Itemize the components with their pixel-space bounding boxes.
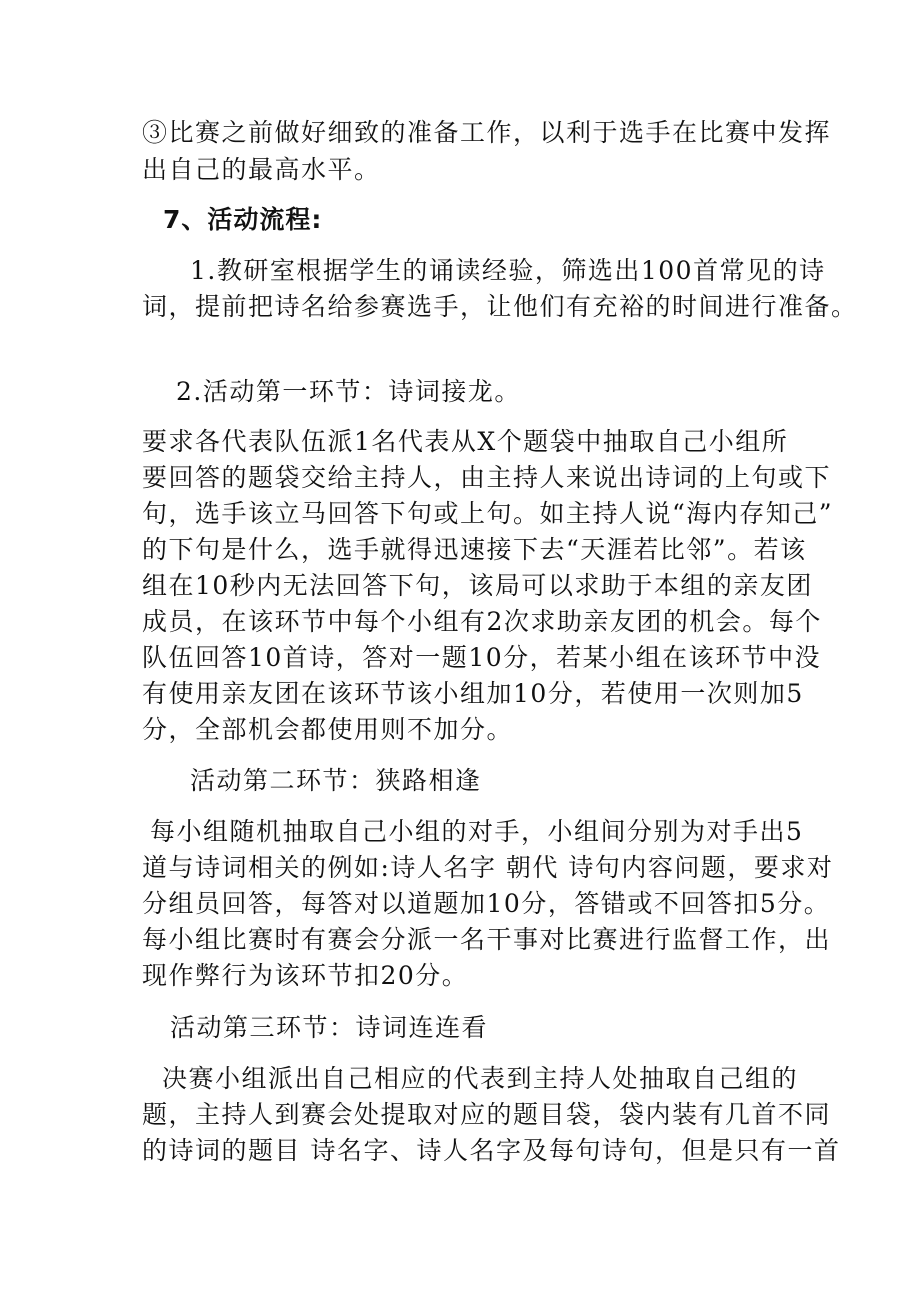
round1-paragraph-line-8: 有使用亲友团在该环节该小组加10分，若使用一次则加5	[142, 679, 804, 708]
round1-paragraph-line-2: 要回答的题袋交给主持人，由主持人来说出诗词的上句或下	[142, 463, 832, 492]
round2-paragraph-line-5: 现作弊行为该环节扣20分。	[142, 961, 469, 990]
round1-paragraph-line-7: 队伍回答10首诗，答对一题10分，若某小组在该环节中没	[142, 643, 822, 672]
round3-paragraph-line-2: 题，主持人到赛会处提取对应的题目袋，袋内装有几首不同	[142, 1100, 832, 1129]
round3-paragraph-line-1: 决赛小组派出自己相应的代表到主持人处抽取自己组的	[162, 1064, 799, 1093]
round1-paragraph-line-1: 要求各代表队伍派1名代表从X个题袋中抽取自己小组所	[142, 427, 789, 456]
round1-paragraph-line-9: 分，全部机会都使用则不加分。	[142, 715, 514, 744]
round1-title: 2.活动第一环节：诗词接龙。	[176, 377, 521, 406]
round2-paragraph-line-3: 分组员回答，每答对以道题加10分，答错或不回答扣5分。	[142, 889, 831, 918]
round2-paragraph-line-2: 道与诗词相关的例如:诗人名字 朝代 诗句内容问题，要求对	[142, 853, 834, 882]
round3-paragraph-line-3: 的诗词的题目 诗名字、诗人名字及每句诗句，但是只有一首	[142, 1136, 841, 1165]
paragraph-prep-line-2: 出自己的最高水平。	[142, 155, 381, 184]
round2-title: 活动第二环节：狭路相逢	[190, 766, 482, 795]
round1-paragraph-line-5: 组在10秒内无法回答下句，该局可以求助于本组的亲友团	[142, 571, 813, 600]
round1-paragraph-line-6: 成员，在该环节中每个小组有2次求助亲友团的机会。每个	[142, 607, 822, 636]
round3-title: 活动第三环节：诗词连连看	[170, 1013, 489, 1042]
round1-paragraph-line-4: 的下句是什么，选手就得迅速接下去“天涯若比邻”。若该	[142, 535, 807, 564]
paragraph-prep-line-1: ③比赛之前做好细致的准备工作，以利于选手在比赛中发挥	[142, 118, 832, 147]
round2-paragraph-line-4: 每小组比赛时有赛会分派一名干事对比赛进行监督工作，出	[142, 925, 832, 954]
round1-paragraph-line-3: 句，选手该立马回答下句或上句。如主持人说“海内存知己”	[142, 499, 834, 528]
paragraph-step1-line-2: 词，提前把诗名给参赛选手，让他们有充裕的时间进行准备。	[142, 292, 858, 321]
section-heading-activity-flow: 7、活动流程:	[163, 205, 323, 234]
round2-paragraph-line-1: 每小组随机抽取自己小组的对手，小组间分别为对手出5	[150, 817, 804, 846]
paragraph-step1-line-1: 1.教研室根据学生的诵读经验，筛选出100首常见的诗	[190, 256, 826, 285]
